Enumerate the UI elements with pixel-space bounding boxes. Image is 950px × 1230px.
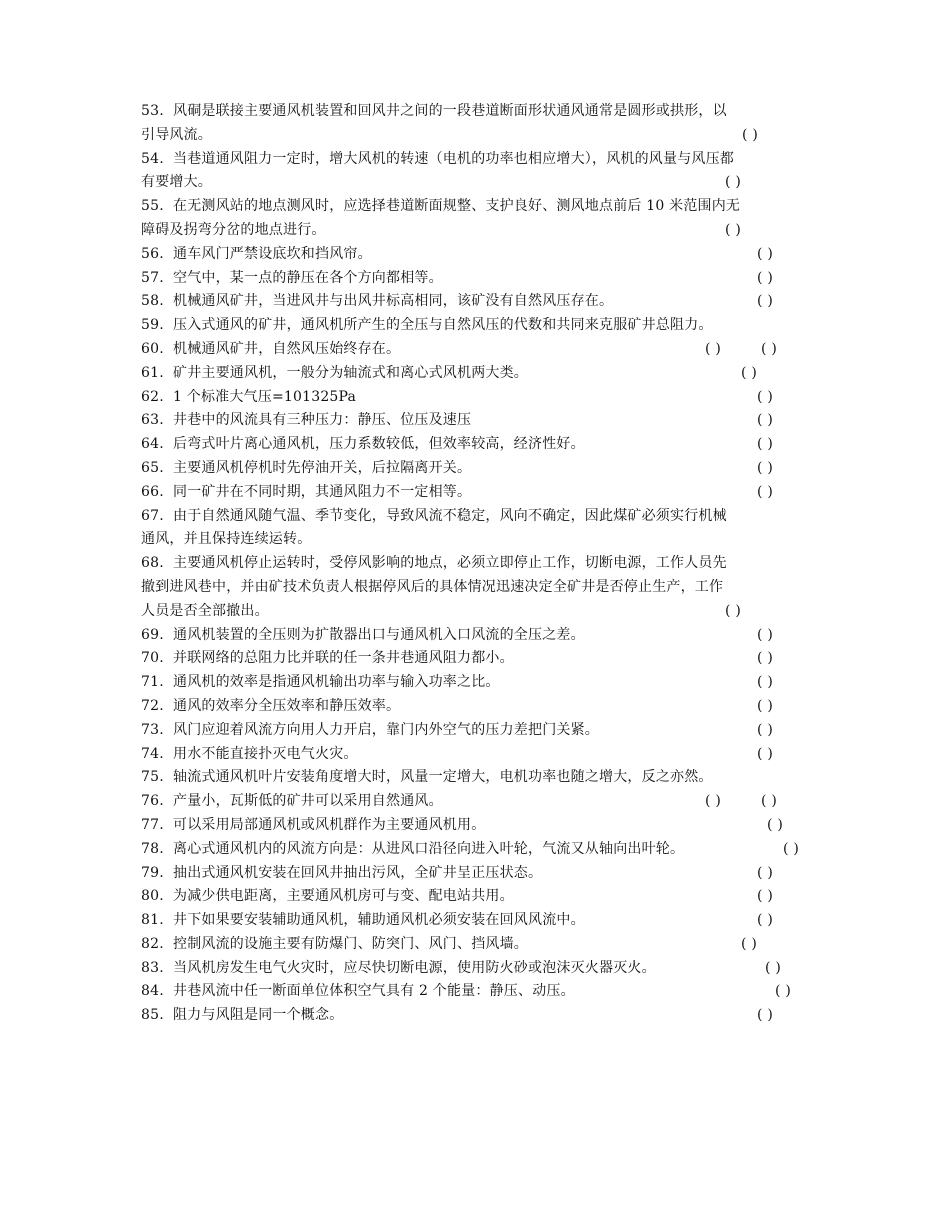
answer-bracket[interactable]: ( ) [757,650,773,667]
question-text: 后弯式叶片离心通风机，压力系数较低，但效率较高，经济性好。 [173,436,585,453]
question-number: 67. [141,507,164,524]
answer-bracket[interactable]: ( ) [775,983,791,1000]
question-text: 阻力与风阻是同一个概念。 [173,1007,344,1024]
question-line [141,790,813,814]
answer-bracket[interactable]: ( ) [705,340,722,357]
question-text: 由于自然通风随气温、季节变化，导致风流不稳定，风向不确定，因此煤矿必须实行机械 [173,507,727,524]
question-line [141,957,813,981]
question-line [141,671,813,695]
question-number: 75. [141,769,164,786]
question-line [141,885,813,909]
question-text: 矿井主要通风机，一般分为轴流式和离心式风机两大类。 [173,364,528,381]
question-text: 产量小，瓦斯低的矿井可以采用自然通风。 [173,793,443,810]
question-continuation-line [141,219,813,243]
question-item [141,195,813,243]
question-number: 61. [141,364,164,381]
question-number: 65. [141,459,164,476]
answer-bracket[interactable]: ( ) [757,745,773,762]
question-item [141,1004,813,1028]
question-item [141,933,813,957]
question-text: 井巷风流中任一断面单位体积空气具有 2 个能量：静压、动压。 [173,983,575,1000]
question-line [141,624,813,648]
question-text: 可以采用局部通风机或风机群作为主要通风机用。 [173,816,486,833]
question-text: 障碍及拐弯分岔的地点进行。 [141,221,326,238]
question-line [141,409,813,433]
question-item [141,457,813,481]
answer-bracket[interactable]: ( ) [757,721,773,738]
question-item [141,862,813,886]
question-line [141,862,813,886]
question-line [141,243,813,267]
question-text: 风门应迎着风流方向用人力开启，靠门内外空气的压力差把门关紧。 [173,721,599,738]
answer-bracket[interactable]: ( ) [725,174,741,191]
question-text: 压入式通风的矿井，通风机所产生的全压与自然风压的代数和共同来克服矿井总阻力。 [173,317,713,334]
question-number: 72. [141,697,164,714]
question-text: 机械通风矿井，自然风压始终存在。 [173,340,401,357]
question-line [141,909,813,933]
question-number: 70. [141,650,164,667]
question-line [141,647,813,671]
question-number: 69. [141,626,164,643]
question-text: 轴流式通风机叶片安装角度增大时，风量一定增大，电机功率也随之增大，反之亦然。 [173,769,713,786]
question-number: 56. [141,245,164,262]
question-line [141,433,813,457]
question-text: 主要通风机停止运转时，受停风影响的地点，必须立即停止工作，切断电源，工作人员先 [173,555,727,572]
question-line [141,814,813,838]
question-item [141,243,813,267]
question-line [141,148,813,172]
question-line [141,719,813,743]
question-continuation-line [141,576,813,600]
question-number: 66. [141,483,164,500]
question-number: 57. [141,269,164,286]
question-text: 通风机的效率是指通风机输出功率与输入功率之比。 [173,674,500,691]
question-line [141,314,813,338]
question-item [141,838,813,862]
question-text: 1 个标准大气压=101325Pa [173,388,357,405]
answer-bracket[interactable]: ( ) [765,959,781,976]
question-number: 78. [141,840,164,857]
answer-bracket[interactable]: ( ) [757,697,773,714]
answer-bracket[interactable]: ( ) [757,483,773,500]
question-text: 通车风门严禁设底坎和挡风帘。 [173,245,372,262]
answer-bracket[interactable]: ( ) [725,221,741,238]
question-number: 68. [141,555,164,572]
question-text: 并联网络的总阻力比并联的任一条井巷通风阻力都小。 [173,650,514,667]
question-line [141,338,813,362]
question-number: 53. [141,103,164,119]
question-line [141,362,813,386]
answer-bracket[interactable]: ( ) [757,388,773,405]
answer-bracket[interactable]: ( ) [757,436,773,453]
question-text: 井下如果要安装辅助通风机，辅助通风机必须安装在回风风流中。 [173,912,585,929]
question-item [141,790,813,814]
question-item [141,743,813,767]
question-item [141,909,813,933]
question-item [141,362,813,386]
question-item [141,647,813,671]
answer-bracket[interactable]: ( ) [757,412,773,429]
question-text: 空气中，某一点的静压在各个方向都相等。 [173,269,443,286]
question-line [141,933,813,957]
question-continuation-line [141,124,813,148]
question-number: 59. [141,317,164,334]
question-line [141,695,813,719]
answer-bracket[interactable]: ( ) [783,840,799,857]
question-number: 64. [141,436,164,453]
question-text: 风硐是联接主要通风机装置和回风井之间的一段巷道断面形状通风通常是圆形或拱形，以 [173,103,727,119]
question-continuation-line [141,528,813,552]
question-line [141,290,813,314]
question-number: 82. [141,935,164,952]
answer-bracket[interactable]: ( ) [757,269,773,286]
question-item [141,433,813,457]
answer-bracket[interactable]: ( ) [757,674,773,691]
question-number: 55. [141,198,164,215]
question-item [141,885,813,909]
answer-bracket[interactable]: ( ) [705,793,722,810]
question-item [141,290,813,314]
answer-bracket[interactable]: ( ) [757,245,773,262]
question-text: 主要通风机停机时先停油开关，后拉隔离开关。 [173,459,472,476]
answer-bracket[interactable]: ( ) [767,816,783,833]
question-text: 井巷中的风流具有三种压力：静压、位压及速压 [173,412,472,429]
question-number: 76. [141,793,164,810]
question-item [141,552,813,623]
question-text: 当风机房发生电气火灾时，应尽快切断电源，使用防火砂或泡沫灭火器灭火。 [173,959,656,976]
question-line [141,980,813,1004]
question-item [141,338,813,362]
question-number: 54. [141,150,164,167]
answer-bracket[interactable]: ( ) [761,340,777,357]
question-item [141,481,813,505]
question-text: 为减少供电距离，主要通风机房可与变、配电站共用。 [173,888,514,905]
question-item [141,624,813,648]
question-list [141,100,813,1028]
question-number: 80. [141,888,164,905]
question-text: 通风，并且保持连续运转。 [141,531,312,548]
question-text: 机械通风矿井，当进风井与出风井标高相同，该矿没有自然风压存在。 [173,293,614,310]
question-item [141,409,813,433]
question-item [141,505,813,553]
question-number: 83. [141,959,164,976]
question-line [141,457,813,481]
question-continuation-line [141,171,813,195]
question-number: 62. [141,388,164,405]
question-number: 77. [141,816,164,833]
question-line [141,552,813,576]
answer-bracket[interactable]: ( ) [725,602,741,619]
answer-bracket[interactable]: ( ) [757,626,773,643]
question-item [141,814,813,838]
question-number: 84. [141,983,164,1000]
question-text: 引导风流。 [141,126,212,143]
question-item [141,100,813,148]
question-number: 79. [141,864,164,881]
question-line [141,1004,813,1028]
question-text: 人员是否全部撤出。 [141,602,269,619]
question-text: 通风机装置的全压则为扩散器出口与通风机入口风流的全压之差。 [173,626,585,643]
question-text: 当巷道通风阻力一定时，增大风机的转速（电机的功率也相应增大），风机的风量与风压都 [173,150,734,167]
question-item [141,957,813,981]
question-line [141,766,813,790]
question-line [141,505,813,529]
question-item [141,695,813,719]
question-text: 通风的效率分全压效率和静压效率。 [173,697,401,714]
question-number: 74. [141,745,164,762]
question-line [141,386,813,410]
question-continuation-line [141,600,813,624]
answer-bracket[interactable]: ( ) [757,864,773,881]
answer-bracket[interactable]: ( ) [742,126,758,143]
question-text: 用水不能直接扑灭电气火灾。 [173,745,358,762]
question-number: 85. [141,1007,164,1024]
answer-bracket[interactable]: ( ) [757,912,773,929]
question-text: 同一矿井在不同时期，其通风阻力不一定相等。 [173,483,472,500]
question-number: 60. [141,340,164,357]
question-item [141,980,813,1004]
question-line [141,838,813,862]
question-line [141,481,813,505]
question-line [141,743,813,767]
question-number: 58. [141,293,164,310]
answer-bracket[interactable]: ( ) [761,793,777,810]
question-text: 在无测风站的地点测风时，应选择巷道断面规整、支护良好、测风地点前后 10 米范围内无 [173,198,741,215]
question-text: 抽出式通风机安装在回风井抽出污风，全矿井呈正压状态。 [173,864,543,881]
question-item [141,671,813,695]
answer-bracket[interactable]: ( ) [741,935,757,952]
question-text: 有要增大。 [141,174,212,191]
question-item [141,148,813,196]
question-text: 离心式通风机内的风流方向是：从进风口沿径向进入叶轮，气流又从轴向出叶轮。 [173,840,685,857]
question-line [141,100,813,124]
answer-bracket[interactable]: ( ) [757,459,773,476]
question-number: 81. [141,912,164,929]
question-line [141,267,813,291]
question-item [141,386,813,410]
question-text: 控制风流的设施主要有防爆门、防突门、风门、挡风墙。 [173,935,528,952]
question-number: 71. [141,674,164,691]
question-item [141,267,813,291]
answer-bracket[interactable]: ( ) [757,888,773,905]
answer-bracket[interactable]: ( ) [741,364,757,381]
question-number: 73. [141,721,164,738]
question-line [141,195,813,219]
answer-bracket[interactable]: ( ) [757,293,773,310]
question-item [141,719,813,743]
question-text: 撤到进风巷中，并由矿技术负责人根据停风后的具体情况迅速决定全矿井是否停止生产，工作 [141,578,724,595]
question-number: 63. [141,412,164,429]
answer-bracket[interactable]: ( ) [757,1007,773,1024]
